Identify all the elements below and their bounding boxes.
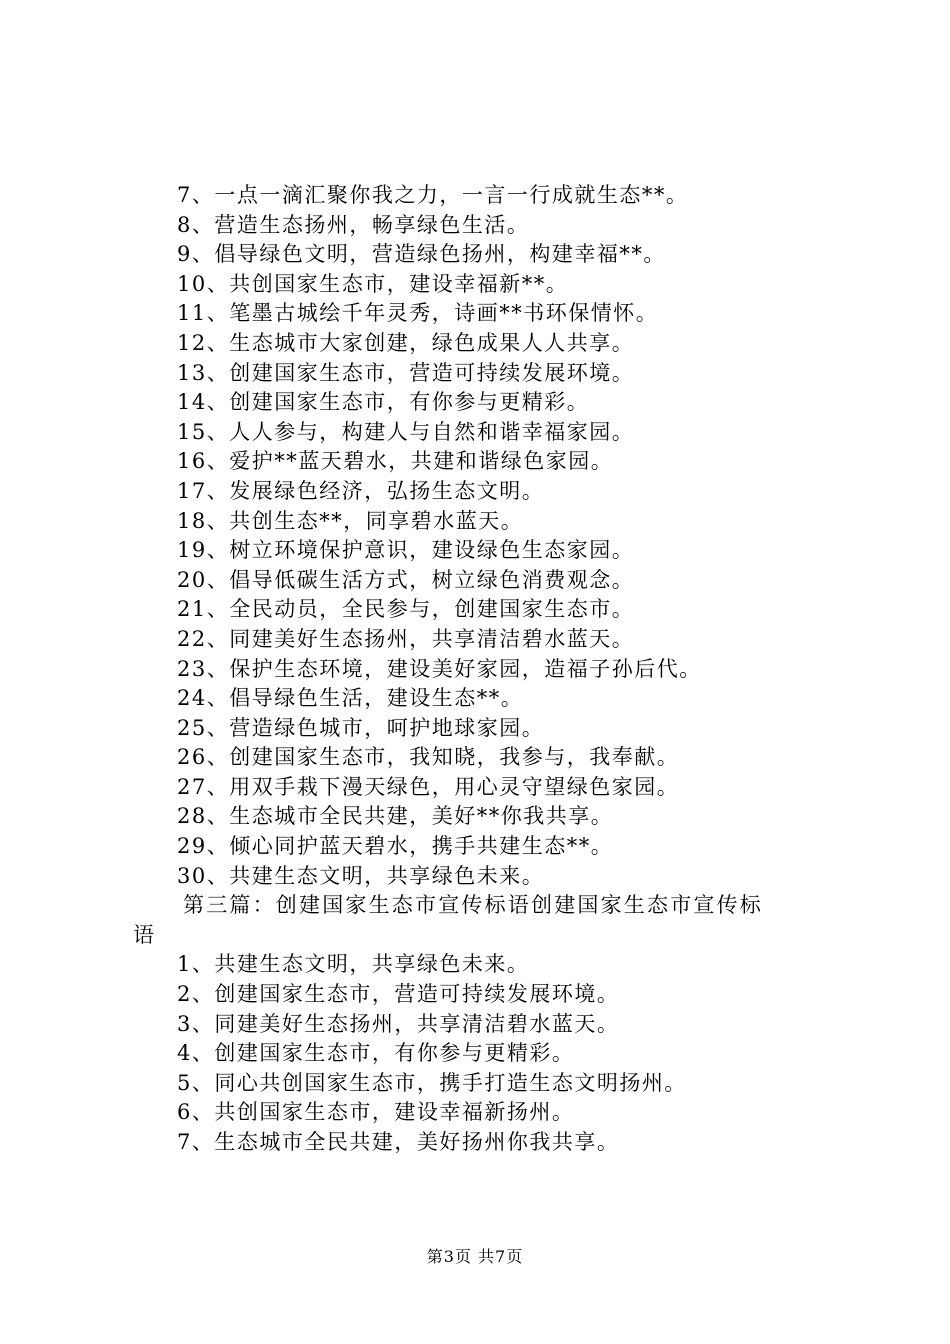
list-item: 24、倡导绿色生活，建设生态**。 — [177, 686, 524, 711]
section-heading-continued: 语 — [133, 922, 156, 947]
list-item: 2、创建国家生态市，营造可持续发展环境。 — [177, 982, 620, 1007]
list-item: 25、营造绿色城市，呵护地球家园。 — [177, 715, 545, 740]
list-item: 14、创建国家生态市，有你参与更精彩。 — [177, 390, 590, 415]
list-item: 28、生态城市全民共建，美好**你我共享。 — [177, 804, 614, 829]
list-item: 22、同建美好生态扬州，共享清洁碧水蓝天。 — [177, 626, 635, 651]
list-item: 19、树立环境保护意识，建设绿色生态家园。 — [177, 538, 635, 563]
list-item: 1、共建生态文明，共享绿色未来。 — [177, 952, 530, 977]
list-item: 4、创建国家生态市，有你参与更精彩。 — [177, 1041, 575, 1066]
list-item: 17、发展绿色经济，弘扬生态文明。 — [177, 478, 545, 503]
list-item: 7、生态城市全民共建，美好扬州你我共享。 — [177, 1130, 620, 1154]
list-item: 16、爱护**蓝天碧水，共建和谐绿色家园。 — [177, 449, 614, 474]
list-item: 5、同心共创国家生态市，携手打造生态文明扬州。 — [177, 1070, 687, 1095]
list-item: 30、共建生态文明，共享绿色未来。 — [177, 863, 545, 888]
document-body — [133, 181, 845, 1158]
list-item: 23、保护生态环境，建设美好家园，造福子孙后代。 — [177, 656, 702, 681]
list-item: 27、用双手栽下漫天绿色，用心灵守望绿色家园。 — [177, 774, 680, 799]
list-item: 3、同建美好生态扬州，共享清洁碧水蓝天。 — [177, 1011, 620, 1036]
list-item: 10、共创国家生态市，建设幸福新**。 — [177, 271, 569, 296]
list-item: 29、倾心同护蓝天碧水，携手共建生态**。 — [177, 834, 614, 859]
list-item: 11、笔墨古城绘千年灵秀，诗画**书环保情怀。 — [177, 301, 659, 326]
list-item: 20、倡导低碳生活方式，树立绿色消费观念。 — [177, 567, 635, 592]
list-item: 9、倡导绿色文明，营造绿色扬州，构建幸福**。 — [177, 242, 666, 267]
list-item: 26、创建国家生态市，我知晓，我参与，我奉献。 — [177, 745, 680, 770]
list-item: 13、创建国家生态市，营造可持续发展环境。 — [177, 360, 635, 385]
list-item: 6、共创国家生态市，建设幸福新扬州。 — [177, 1100, 575, 1125]
list-item: 18、共创生态**，同享碧水蓝天。 — [177, 508, 524, 533]
list-item: 8、营造生态扬州，畅享绿色生活。 — [177, 212, 530, 237]
list-item: 7、一点一滴汇聚你我之力，一言一行成就生态**。 — [177, 183, 689, 207]
section-heading: 第三篇：创建国家生态市宣传标语创建国家生态市宣传标 — [183, 893, 763, 918]
list-item: 21、全民动员，全民参与，创建国家生态市。 — [177, 597, 635, 622]
list-item: 12、生态城市大家创建，绿色成果人人共享。 — [177, 330, 635, 355]
list-item: 15、人人参与，构建人与自然和谐幸福家园。 — [177, 419, 635, 444]
page-footer: 第3页 共7页 — [426, 1247, 524, 1266]
